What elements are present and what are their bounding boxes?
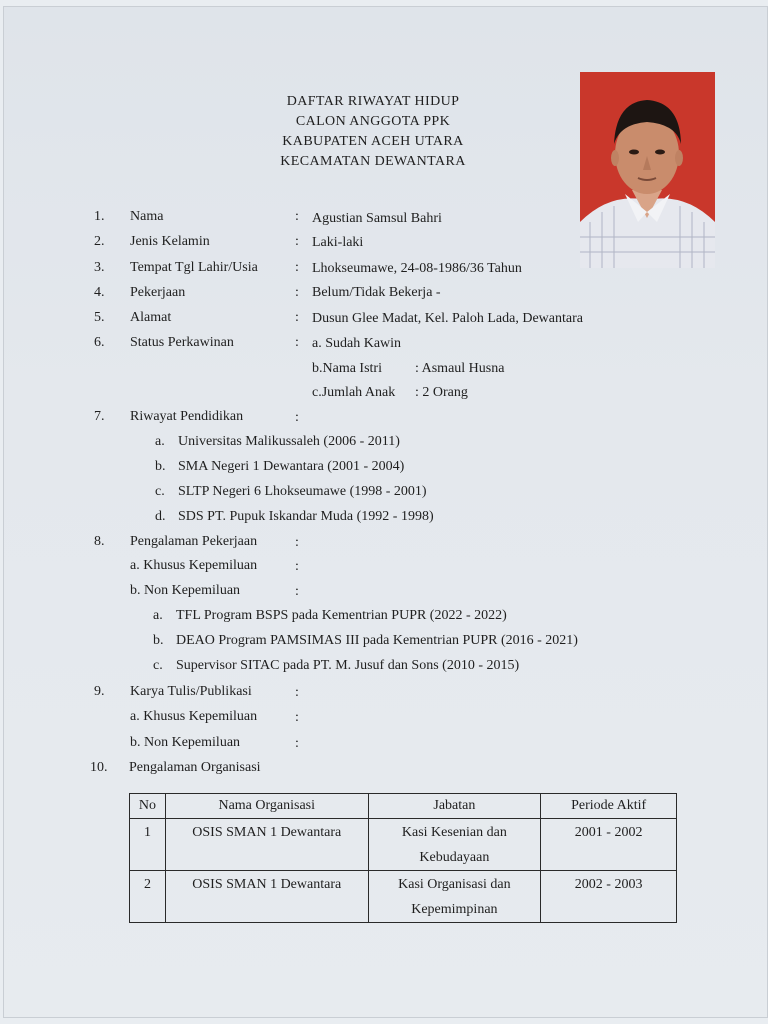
publications-non-election-label: b. Non Kepemiluan bbox=[130, 735, 241, 750]
field-value-address: Dusun Glee Madat, Kel. Paloh Lada, Dewantara bbox=[312, 311, 583, 326]
list-item-letter: c. bbox=[153, 658, 163, 673]
document-page bbox=[3, 6, 768, 1018]
field-separator: : bbox=[295, 685, 299, 700]
field-label-address: Alamat bbox=[130, 310, 172, 325]
list-item-letter: c. bbox=[155, 484, 165, 499]
field-label-marital: Status Perkawinan bbox=[130, 335, 234, 350]
field-separator: : bbox=[295, 260, 299, 275]
position-line: Kebudayaan bbox=[419, 850, 490, 865]
position-line: Kasi Organisasi dan bbox=[398, 877, 511, 892]
education-item: Universitas Malikussaleh (2006 - 2011) bbox=[178, 434, 400, 449]
list-item-letter: a. bbox=[155, 434, 165, 449]
publications-election-label: a. Khusus Kepemiluan bbox=[130, 709, 258, 724]
field-value-occupation: Belum/Tidak Bekerja - bbox=[312, 285, 441, 300]
position-line: Kepemimpinan bbox=[411, 902, 498, 917]
field-separator: : bbox=[295, 559, 299, 574]
field-number: 2. bbox=[94, 234, 105, 249]
education-heading: Riwayat Pendidikan bbox=[130, 409, 244, 424]
work-non-election-label: b. Non Kepemiluan bbox=[130, 583, 241, 598]
field-number: 3. bbox=[94, 260, 105, 275]
work-election-label: a. Khusus Kepemiluan bbox=[130, 558, 258, 573]
section-number: 8. bbox=[94, 534, 105, 549]
children-label: c.Jumlah Anak bbox=[312, 385, 396, 400]
table-row bbox=[130, 819, 677, 871]
education-item: SDS PT. Pupuk Iskandar Muda (1992 - 1998) bbox=[178, 509, 434, 524]
field-value-birth: Lhokseumawe, 24-08-1986/36 Tahun bbox=[312, 261, 522, 276]
education-item: SMA Negeri 1 Dewantara (2001 - 2004) bbox=[178, 459, 405, 474]
position-line: Kasi Kesenian dan bbox=[401, 825, 507, 840]
section-number: 7. bbox=[94, 409, 105, 424]
work-item: Supervisor SITAC pada PT. M. Jusuf dan Sons (2010 - 2015) bbox=[176, 658, 520, 673]
work-heading: Pengalaman Pekerjaan bbox=[130, 534, 258, 549]
cell-no: 2 bbox=[130, 871, 166, 923]
list-item-letter: a. bbox=[153, 608, 163, 623]
person-portrait-icon bbox=[580, 72, 715, 268]
field-label-gender: Jenis Kelamin bbox=[130, 234, 210, 249]
column-header-position: Jabatan bbox=[368, 794, 541, 819]
field-value-name: Agustian Samsul Bahri bbox=[312, 211, 442, 226]
field-value-gender: Laki-laki bbox=[312, 235, 364, 250]
field-number: 4. bbox=[94, 285, 105, 300]
column-header-org-name: Nama Organisasi bbox=[165, 794, 368, 819]
table-header-row bbox=[130, 794, 677, 819]
field-separator: : bbox=[295, 736, 299, 751]
field-separator: : bbox=[295, 209, 299, 224]
doc-title: DAFTAR RIWAYAT HIDUP bbox=[286, 94, 460, 109]
children-value: : 2 Orang bbox=[415, 385, 468, 400]
field-number: 6. bbox=[94, 335, 105, 350]
field-label-name: Nama bbox=[130, 209, 164, 224]
column-header-no: No bbox=[130, 794, 166, 819]
cell-no: 1 bbox=[130, 819, 166, 871]
list-item-letter: d. bbox=[155, 509, 166, 524]
column-header-period: Periode Aktif bbox=[541, 794, 677, 819]
cell-position bbox=[368, 871, 541, 923]
field-number: 1. bbox=[94, 209, 105, 224]
table-row bbox=[130, 871, 677, 923]
field-separator: : bbox=[295, 535, 299, 550]
cell-period: 2001 - 2002 bbox=[541, 819, 677, 871]
portrait-photo bbox=[580, 72, 715, 268]
wife-label: b.Nama Istri bbox=[312, 361, 382, 376]
cell-org-name: OSIS SMAN 1 Dewantara bbox=[165, 819, 368, 871]
field-number: 5. bbox=[94, 310, 105, 325]
section-number: 10. bbox=[90, 760, 108, 775]
doc-subtitle-ppk: CALON ANGGOTA PPK bbox=[295, 114, 451, 129]
work-item: DEAO Program PAMSIMAS III pada Kementrian PUPR (2016 - 2021) bbox=[176, 633, 578, 648]
field-separator: : bbox=[295, 234, 299, 249]
field-separator: : bbox=[295, 310, 299, 325]
education-item: SLTP Negeri 6 Lhokseumawe (1998 - 2001) bbox=[178, 484, 427, 499]
field-separator: : bbox=[295, 584, 299, 599]
field-separator: : bbox=[295, 410, 299, 425]
field-separator: : bbox=[295, 335, 299, 350]
section-number: 9. bbox=[94, 684, 105, 699]
field-label-birth: Tempat Tgl Lahir/Usia bbox=[130, 260, 258, 275]
organization-heading: Pengalaman Organisasi bbox=[129, 760, 261, 775]
field-separator: : bbox=[295, 285, 299, 300]
list-item-letter: b. bbox=[153, 633, 164, 648]
cell-org-name: OSIS SMAN 1 Dewantara bbox=[165, 871, 368, 923]
wife-value: : Asmaul Husna bbox=[415, 361, 505, 376]
organization-table bbox=[129, 793, 677, 923]
work-item: TFL Program BSPS pada Kementrian PUPR (2022 - 2022) bbox=[176, 608, 507, 623]
field-separator: : bbox=[295, 710, 299, 725]
cell-position bbox=[368, 819, 541, 871]
doc-subtitle-kabupaten: KABUPATEN ACEH UTARA bbox=[282, 134, 464, 149]
doc-subtitle-kecamatan: KECAMATAN DEWANTARA bbox=[280, 154, 466, 169]
field-label-occupation: Pekerjaan bbox=[130, 285, 186, 300]
list-item-letter: b. bbox=[155, 459, 166, 474]
field-value-marital: a. Sudah Kawin bbox=[312, 336, 402, 351]
publications-heading: Karya Tulis/Publikasi bbox=[130, 684, 252, 699]
cell-period: 2002 - 2003 bbox=[541, 871, 677, 923]
